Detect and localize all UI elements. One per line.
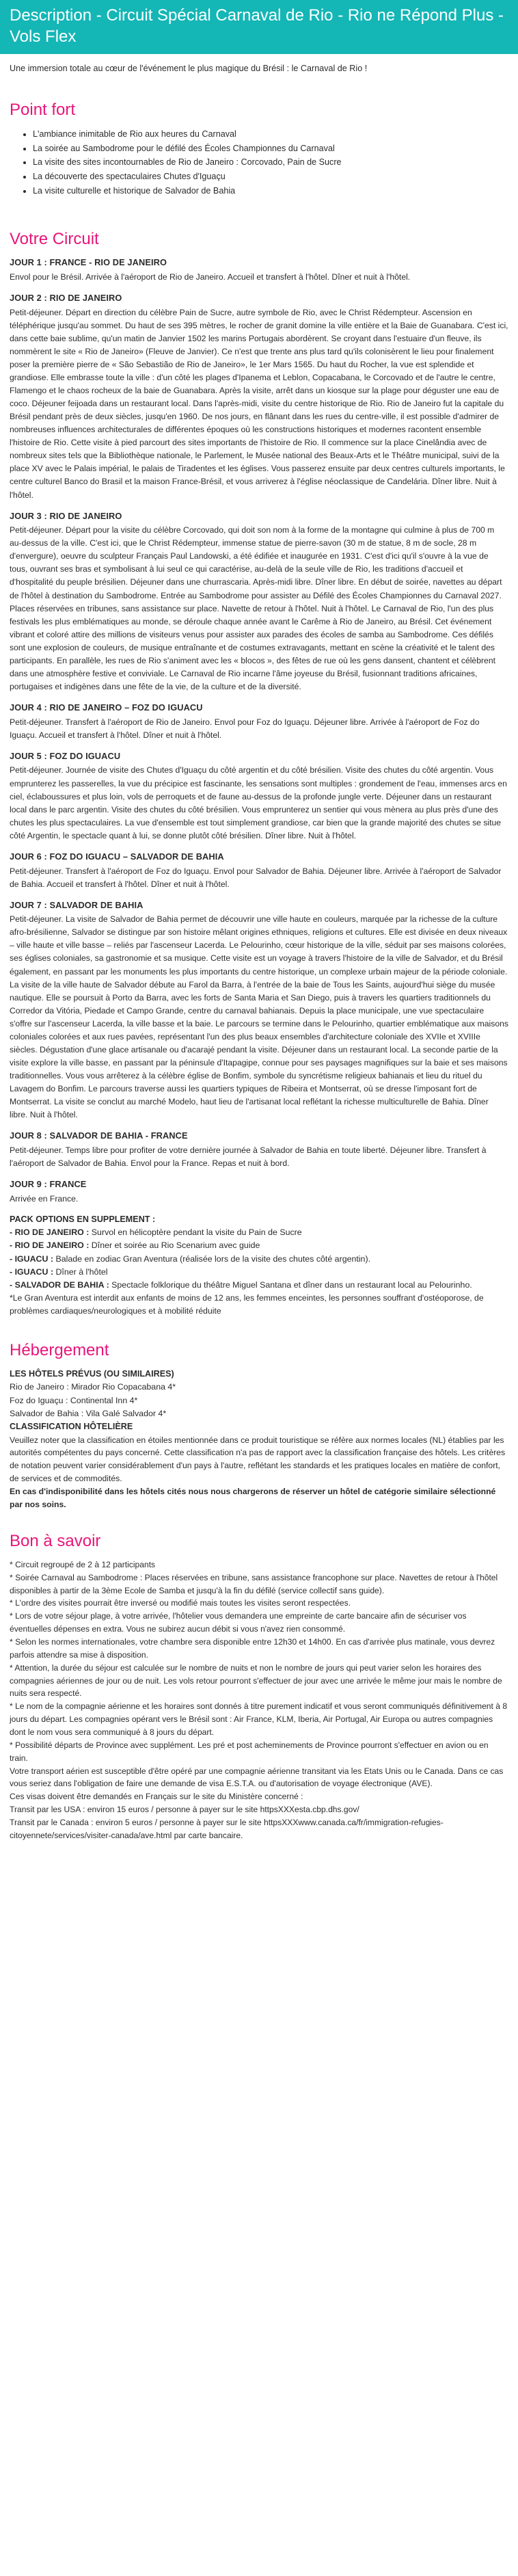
hotel-item: Salvador de Bahia : Vila Galé Salvador 4*: [10, 1408, 167, 1418]
itinerary-days: [0, 256, 518, 1205]
day-title: JOUR 8 : SALVADOR DE BAHIA - FRANCE: [10, 1130, 188, 1141]
info-line: Votre transport aérien est susceptible d'être opéré par une compagnie aérienne transitant via les Etats Unis ou le Canada. Dans ce cas vous seriez dans l'obligation de faire une demande de visa E.S.T.A. ou d'autorisation de voyage électronique (AVE).: [10, 1766, 504, 1789]
day-description: Envol pour le Brésil. Arrivée à l'aéroport de Rio de Janeiro. Accueil et transfert à l'hôtel. Dîner et nuit à l'hôtel.: [10, 272, 411, 282]
day-block: [10, 509, 508, 693]
day-block: [10, 256, 508, 284]
info-line: Ces visas doivent être demandés en Français sur le site du Ministère concerné :: [10, 1792, 303, 1802]
options-pack-item-text: Balade en zodiac Gran Aventura (réalisée lors de la visite des chutes côté argentin).: [55, 1253, 371, 1264]
good-to-know-section: [0, 1558, 518, 1842]
info-line: Transit par le Canada : environ 5 euros / personne à payer sur le site httpsXXXwww.canada.ca/fr/immigration-refugies-citoyennete/services/visiter-canada/ave.html par carte bancaire.: [10, 1817, 444, 1840]
day-title: JOUR 3 : RIO DE JANEIRO: [10, 510, 122, 521]
highlight-item: • La découverte des spectaculaires Chutes d'Iguaçu: [33, 170, 508, 184]
info-line: * Le nom de la compagnie aérienne et les horaires sont donnés à titre purement indicatif et vous seront communiqués définitivement à 8 jours du départ. Les compagnies opérant vers le Brésil sont : Air France, KLM, Iberia, Air Portugal, Air Europa ou autres compagnies dont le nom vous sera communiqué à 8 jours du départ.: [10, 1701, 508, 1737]
options-pack-item: [10, 1279, 508, 1292]
lodging-section: [0, 1368, 518, 1511]
hotels-subtitle: LES HÔTELS PRÉVUS (OU SIMILAIRES): [10, 1368, 174, 1379]
day-description: Petit-déjeuner. Départ pour la visite du célèbre Corcovado, qui doit son nom à la forme de la montagne qui culmine à plus de 700 m au-dessus de la ville. C'est ici, que le Christ Rédempteur, immense statue de pierre-savon (30 m de statue, 8 m de socle, 28 m d'envergure), oeuvre du sculpteur Français Paul Landowski, a été édifiée et inaugurée en 1931. C'est d'ici qu'il s'ouvre à la vue de tous, ouvrant ses bras et symbolisant à lui seul ce qui caractérise, au-delà de la seule ville de Rio, les traditions d'accueil et d'hospitalité du peuple brésilien. Déjeuner dans une churrascaria. Après-midi libre. Dîner libre. En début de soirée, navettes au départ de l'hôtel à destination du Sambodrome. Entrée au Sambodrome pour assister au Défilé des Écoles Championnes du Carnaval 2027. Places réservées en tribunes, sans assistance sur place. Navette de retour à l'hôtel. Nuit à l'hôtel. Le Carnaval de Rio, l'un des plus festivals les plus emblématiques au monde, se déroule chaque année avant le Carême à Rio de Janeiro, au Brésil. Cet événement vibrant et coloré attire des millions de visiteurs venus pour assister aux parades des écoles de samba au Sambodrome. Ces défilés sont une explosion de couleurs, de musique entraînante et de costumes extravagants, mettant en scène la créativité et le talent des participants. En parallèle, les rues de Rio s'animent avec les « blocos », des fêtes de rue où les gens dansent, chantent et célèbrent dans une atmosphère festive et conviviale. Le Carnaval de Rio incarne l'âme joyeuse du Brésil, fusionnant traditions africaines, portugaises et indigènes dans une fête de la vie, de la culture et de la diversité.: [10, 525, 502, 691]
day-description: Petit-déjeuner. Transfert à l'aéroport de Rio de Janeiro. Envol pour Foz do Iguaçu. Déjeuner libre. Arrivée à l'aéroport de Foz do Iguaçu. Accueil et transfert à l'hôtel. Dîner et nuit à l'hôtel.: [10, 717, 480, 740]
options-pack-item-text: Survol en hélicoptère pendant la visite du Pain de Sucre: [91, 1227, 302, 1238]
day-description: Arrivée en France.: [10, 1193, 79, 1204]
options-pack-item: [10, 1226, 508, 1239]
day-description: Petit-déjeuner. Journée de visite des Chutes d'Iguaçu du côté argentin et du côté brésilien. Visite des chutes du côté argentin. Vous emprunterez les passerelles, la vue du précipice est fascinante, les sensations sont multiples : grondement de l'eau, immenses arcs en ciel, éclaboussures et plus loin, vols de perroquets et de faune au-dessus de la profonde jungle verte. Déjeuner dans un restaurant local dans le parc argentin. Visite des chutes du côté brésilien. Vous emprunterez un sentier qui vous mènera au plus près d'une des chutes les plus spectaculaires. La vue d'ensemble est tout simplement grandiose, car bien que la grande majorité des chutes se situe côté Argentin, le spectacle quant à lui, se donne plutôt côté brésilien. Dîner libre. Nuit à l'hôtel.: [10, 765, 507, 840]
info-line: * Lors de votre séjour plage, à votre arrivée, l'hôtelier vous demandera une empreinte de carte bancaire afin de sécuriser vos éventuelles dépenses en extra. Vous ne subirez aucun débit si vous n'avez rien consommé.: [10, 1611, 467, 1634]
options-pack-note: *Le Gran Aventura est interdit aux enfants de moins de 12 ans, les femmes enceintes, les personnes souffrant d'ostéoporose, de problèmes cardiaques/neurologiques et à mobilité réduite: [10, 1293, 484, 1316]
options-pack-item: [10, 1239, 508, 1252]
intro-text: Une immersion totale au cœur de l'événement le plus magique du Brésil : le Carnaval de Rio !: [10, 64, 368, 74]
day-description: Petit-déjeuner. Temps libre pour profiter de votre dernière journée à Salvador de Bahia en toute liberté. Déjeuner libre. Transfert à l'aéroport de Salvador de Bahia. Envol pour la France. Repas et nuit à bord.: [10, 1145, 487, 1168]
day-title: JOUR 9 : FRANCE: [10, 1178, 87, 1189]
day-description: Petit-déjeuner. Transfert à l'aéroport de Foz do Iguaçu. Envol pour Salvador de Bahia. Déjeuner libre. Arrivée à l'aéroport de Salvador de Bahia. Accueil et transfert à l'hôtel. Dîner et nuit à l'hôtel.: [10, 866, 502, 889]
highlights-list: [10, 127, 508, 198]
day-title: JOUR 1 : FRANCE - RIO DE JANEIRO: [10, 257, 167, 268]
day-title: JOUR 2 : RIO DE JANEIRO: [10, 293, 122, 304]
classification-text: Veuillez noter que la classification en étoiles mentionnée dans ce produit touristique se réfère aux normes locales (NL) établies par les autorités compétentes du pays concerné. Cette classification n'a pas de rapport avec la classification française des hôtels. Les critères de notation peuvent varier considérablement d'un pays à l'autre, reflétant les standards et les pratiques locales en matière de confort, de services et de commodités.: [10, 1435, 506, 1484]
day-block: [10, 1129, 508, 1170]
options-pack-title: PACK OPTIONS EN SUPPLEMENT :: [10, 1214, 156, 1224]
itinerary-heading: Votre Circuit: [10, 229, 99, 248]
options-pack-item-text: Dîner à l'hôtel: [55, 1266, 108, 1277]
day-block: [10, 850, 508, 891]
day-block: [10, 749, 508, 842]
info-line: * Possibilité départs de Province avec supplément. Les pré et post acheminements de Province pourront s'effectuer en avion ou en train.: [10, 1740, 489, 1763]
classification-note: En cas d'indisponibilité dans les hôtels cités nous nous chargerons de réserver un hôtel de catégorie similaire sélectionné par nos soins.: [10, 1487, 496, 1510]
options-pack-item-label: - RIO DE JANEIRO :: [10, 1227, 90, 1238]
day-title: JOUR 5 : FOZ DO IGUACU: [10, 750, 121, 761]
options-pack-item-label: - RIO DE JANEIRO :: [10, 1240, 90, 1251]
day-block: [10, 701, 508, 742]
options-pack-item-text: Dîner et soirée au Rio Scenarium avec guide: [91, 1240, 260, 1251]
highlight-item: • L'ambiance inimitable de Rio aux heures du Carnaval: [33, 127, 508, 142]
options-pack-item: [10, 1253, 508, 1266]
highlight-item: • La visite des sites incontournables de Rio de Janeiro : Corcovado, Pain de Sucre: [33, 155, 508, 170]
hotel-item: Foz do Iguaçu : Continental Inn 4*: [10, 1395, 138, 1405]
info-line: * Soirée Carnaval au Sambodrome : Places réservées en tribune, sans assistance francophone sur place. Navettes de retour à l'hôtel disponibles à partir de la 3ème Ecole de Samba et jusqu'à la fin du défilé (service collectif sans guide).: [10, 1572, 498, 1595]
day-block: [10, 899, 508, 1121]
day-description: Petit-déjeuner. Départ en direction du célèbre Pain de Sucre, autre symbole de Rio, avec le Christ Rédempteur. Ascension en téléphérique jusqu'au sommet. Du haut de ses 395 mètres, le rocher de granit domine la ville entière et la Baie de Guanabara. C'est ici, dans cette baie sublime, qu'un matin de Janvier 1502 les marins Portugais abordèrent. Se croyant dans l'estuaire d'un fleuve, ils nommèrent le site « Rio de Janeiro» (Fleuve de Janvier). Ce n'est que trente ans plus tard qu'ils colonisèrent le lieu pour finalement poser la première pierre de « São Sebastião de Rio de Janeiro», le 1er Mars 1565. Du haut du Rocher, la vue est splendide et grandiose. Elle embrasse toute la ville : d'un côté les plages d'Ipanema et Leblon, Copacabana, le Corcovado et de l'autre le centre, Flamengo et le chaos rocheux de la baie de Guanabara. Après la visite, arrêt dans un kiosque sur la plage pour déguster une eau de coco. Déjeuner feijoada dans un restaurant local. Dans l'après-midi, visite du centre historique de Rio. Rio de Janeiro fut la capitale du Brésil pendant près de deux siècles, jusqu'en 1960. De nos jours, en flânant dans les rues du centre-ville, il est possible d'admirer de nombreuses influences architecturales de différentes époques où les constructions historiques et modernes racontent ensemble l'histoire de Rio. Cette visite à pied parcourt des sites importants de l'histoire de Rio. Il commence sur la place Cinelândia avec de nombreux sites tels que la Bibliothèque nationale, le Parlement, le Musée national des Beaux-Arts et le Théâtre municipal, suivi de la place XV avec le Palais impérial, le palais de Tiradentes et les églises. Vous passerez ensuite par deux centres culturels importants, le centre culturel Banco do Brasil et la maison France-Brésil, et vous arriverez à l'église néoclassique de Candelária. Dîner libre. Nuit à l'hôtel.: [10, 308, 508, 500]
options-pack-item-text: Spectacle folklorique du théâtre Miguel Santana et dîner dans un restaurant local au Pelourinho.: [111, 1280, 472, 1290]
highlight-item: • La visite culturelle et historique de Salvador de Bahia: [33, 184, 508, 198]
day-title: JOUR 7 : SALVADOR DE BAHIA: [10, 899, 144, 910]
lodging-heading: Hébergement: [10, 1341, 109, 1360]
options-pack: [0, 1213, 518, 1318]
day-block: [10, 1178, 508, 1206]
day-description: Petit-déjeuner. La visite de Salvador de Bahia permet de découvrir une ville haute en couleurs, marquée par la richesse de la culture afro-brésilienne, Salvador se distingue par son histoire mêlant origines ethniques, religions et cultures. Elle est divisée en deux niveaux – ville haute et ville basse – reliés par l'ascenseur Lacerda. Le Pelourinho, cœur historique de la ville, séduit par ses maisons colorées, ses églises coloniales, sa gastronomie et sa musique. Cette visite est un voyage à travers l'histoire de la ville de Salvador, et du Brésil également, en passant par les monuments les plus importants du centre historique, un complexe urbain majeur de la période coloniale. La visite de la ville haute de Salvador débute au Farol da Barra, à l'entrée de la baie de Tous les Saints, aujourd'hui siège du musée nautique. Elle se poursuit à Porto da Barra, avec les forts de Santa Maria et San Diego, puis à travers les quartiers traditionnels du Corredor da Vitória, Piedade et Campo Grande, centre du carnaval bahianais. Depuis la place municipale, une vue spectaculaire s'offre sur l'ascenseur Lacerda, la ville basse et la baie. Le parcours se termine dans le Pelourinho, quartier emblématique aux maisons coloniales colorées et aux rues pavées, représentant l'un des plus beaux ensembles d'architecture coloniale des XVIIe et XVIIIe siècles. Dégustation d'une glace artisanale ou d'acarajé pendant la visite. Déjeuner dans un restaurant local. La seconde partie de la visite explore la ville basse, en passant par la péninsule d'Itapagipe, connue pour ses paysages magnifiques sur la baie et ses maisons traditionnelles. Vous vous arrêterez à la célèbre église de Bonfim, symbole du syncrétisme religieux bahianais et lieu du rituel du Lavagem do Bonfim. Le parcours traverse aussi les quartiers typiques de Ribeira et Montserrat, où se dresse l'imposant fort de Montserrat. La visite se conclut au marché Modelo, haut lieu de l'artisanat local reflétant la richesse multiculturelle de Bahia. Dîner libre. Nuit à l'hôtel.: [10, 914, 508, 1119]
options-pack-item-label: - SALVADOR DE BAHIA :: [10, 1280, 109, 1290]
classification-title: CLASSIFICATION HÔTELIÈRE: [10, 1422, 133, 1432]
options-pack-item-label: - IGUACU :: [10, 1253, 54, 1264]
day-title: JOUR 6 : FOZ DO IGUACU – SALVADOR DE BAHIA: [10, 851, 224, 862]
highlights-heading: Point fort: [10, 100, 76, 119]
info-line: * Circuit regroupé de 2 à 12 participants: [10, 1559, 156, 1569]
day-block: [10, 291, 508, 501]
day-title: JOUR 4 : RIO DE JANEIRO – FOZ DO IGUACU: [10, 702, 203, 713]
options-pack-item: [10, 1266, 508, 1279]
info-line: * Selon les normes internationales, votre chambre sera disponible entre 12h30 et 14h00. En cas d'arrivée plus matinale, vous devrez parfois attendre sa mise à disposition.: [10, 1636, 495, 1660]
info-line: * Attention, la durée du séjour est calculée sur le nombre de nuits et non le nombre de jours qui peut varier selon les horaires des compagnies aériennes de jour ou de nuit. Les vols retour pourront s'effectuer de jour avec une arrivée le même jour mais le nombre de nuits sera respecté.: [10, 1662, 502, 1699]
highlight-item: • La soirée au Sambodrome pour le défilé des Écoles Championnes du Carnaval: [33, 142, 508, 156]
page-title: Description - Circuit Spécial Carnaval de Rio - Rio ne Répond Plus - Vols Flex: [0, 0, 518, 54]
hotel-item: Rio de Janeiro : Mirador Rio Copacabana 4*: [10, 1382, 176, 1392]
good-to-know-heading: Bon à savoir: [10, 1531, 101, 1550]
options-pack-item-label: - IGUACU :: [10, 1266, 54, 1277]
info-line: * L'ordre des visites pourrait être inversé ou modifié mais toutes les visites seront respectées.: [10, 1598, 351, 1608]
info-line: Transit par les USA : environ 15 euros / personne à payer sur le site httpsXXXesta.cbp.dhs.gov/: [10, 1805, 359, 1815]
